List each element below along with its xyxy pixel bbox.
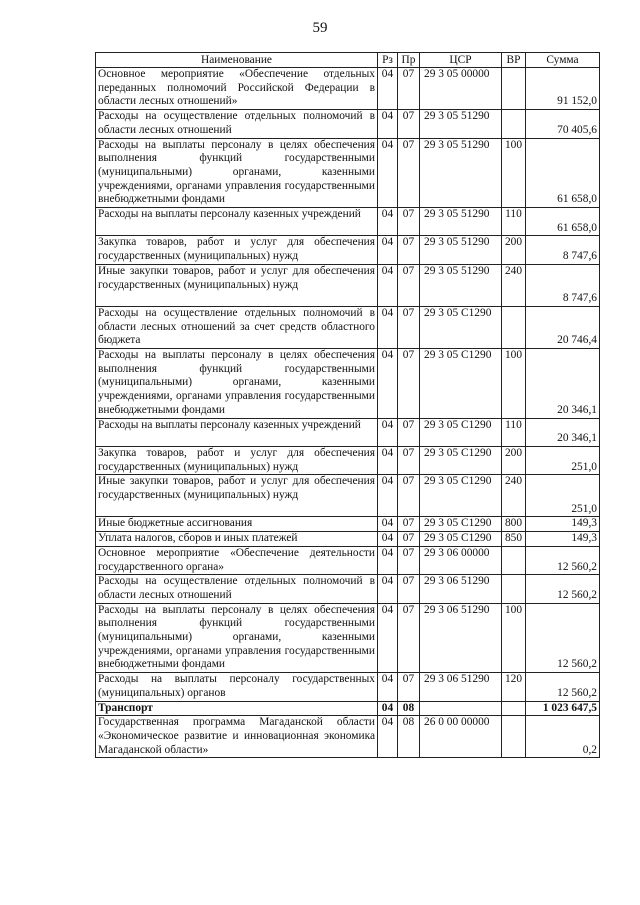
table-row xyxy=(96,532,600,547)
row-vr-cell xyxy=(502,110,526,138)
row-name-cell: Расходы на осуществление отдельных полномочий в области лесных отношений за счет средств областного бюджета xyxy=(96,306,378,348)
row-name-cell: Основное мероприятие «Обеспечение отдельных переданных полномочий Российской Федерации в области лесных отношений» xyxy=(96,68,378,110)
row-name-cell: Государственная программа Магаданской области «Экономическое развитие и инновационная экономика Магаданской области» xyxy=(96,716,378,758)
row-pr-cell: 07 xyxy=(398,575,420,603)
row-pr-cell: 07 xyxy=(398,475,420,517)
row-pr-cell: 07 xyxy=(398,517,420,532)
row-rz-cell: 04 xyxy=(378,418,398,446)
row-pr-cell: 07 xyxy=(398,418,420,446)
row-name-cell: Расходы на выплаты персоналу казенных учреждений xyxy=(96,418,378,446)
row-name-cell: Закупка товаров, работ и услуг для обеспечения государственных (муниципальных) нужд xyxy=(96,236,378,264)
row-rz-cell: 04 xyxy=(378,208,398,236)
table-row xyxy=(96,716,600,758)
table-row xyxy=(96,138,600,208)
header-csr: ЦСР xyxy=(420,53,502,68)
row-vr-cell: 110 xyxy=(502,208,526,236)
row-pr-cell: 07 xyxy=(398,236,420,264)
row-csr-cell: 29 3 06 51290 xyxy=(420,603,502,673)
row-name-cell: Уплата налогов, сборов и иных платежей xyxy=(96,532,378,547)
row-pr-cell: 07 xyxy=(398,264,420,306)
row-csr-cell: 29 3 05 51290 xyxy=(420,236,502,264)
row-pr-cell: 07 xyxy=(398,110,420,138)
row-vr-cell: 120 xyxy=(502,673,526,701)
row-csr-cell: 29 3 05 51290 xyxy=(420,138,502,208)
row-vr-cell: 800 xyxy=(502,517,526,532)
table-row xyxy=(96,546,600,574)
row-sum-cell: 20 346,1 xyxy=(526,418,600,446)
table-row xyxy=(96,418,600,446)
row-name-cell: Иные закупки товаров, работ и услуг для обеспечения государственных (муниципальных) нужд xyxy=(96,264,378,306)
row-csr-cell: 29 3 05 С1290 xyxy=(420,475,502,517)
row-vr-cell: 850 xyxy=(502,532,526,547)
row-vr-cell: 110 xyxy=(502,418,526,446)
row-name-cell: Закупка товаров, работ и услуг для обеспечения государственных (муниципальных) нужд xyxy=(96,446,378,474)
table-row xyxy=(96,475,600,517)
row-sum-cell: 12 560,2 xyxy=(526,546,600,574)
row-name-cell: Расходы на выплаты персоналу в целях обеспечения выполнения функций государственными (муниципальными) органами, казенными учреждениями, органами управления государственными внебюджетными фондами xyxy=(96,603,378,673)
row-vr-cell xyxy=(502,546,526,574)
table-row xyxy=(96,264,600,306)
row-sum-cell: 20 746,4 xyxy=(526,306,600,348)
row-sum-cell: 251,0 xyxy=(526,475,600,517)
header-name: Наименование xyxy=(96,53,378,68)
row-csr-cell: 29 3 06 51290 xyxy=(420,673,502,701)
row-vr-cell: 240 xyxy=(502,264,526,306)
row-rz-cell: 04 xyxy=(378,264,398,306)
row-name-cell: Иные закупки товаров, работ и услуг для обеспечения государственных (муниципальных) нужд xyxy=(96,475,378,517)
row-vr-cell xyxy=(502,68,526,110)
row-csr-cell: 29 3 05 С1290 xyxy=(420,517,502,532)
row-pr-cell: 07 xyxy=(398,446,420,474)
table-body xyxy=(96,68,600,758)
row-sum-cell: 0,2 xyxy=(526,716,600,758)
row-sum-cell: 12 560,2 xyxy=(526,575,600,603)
row-vr-cell xyxy=(502,701,526,716)
row-csr-cell: 29 3 06 00000 xyxy=(420,546,502,574)
row-rz-cell: 04 xyxy=(378,138,398,208)
row-vr-cell: 100 xyxy=(502,349,526,419)
row-pr-cell: 07 xyxy=(398,138,420,208)
row-pr-cell: 07 xyxy=(398,306,420,348)
row-vr-cell: 100 xyxy=(502,138,526,208)
row-pr-cell: 07 xyxy=(398,68,420,110)
table-row xyxy=(96,68,600,110)
row-csr-cell: 26 0 00 00000 xyxy=(420,716,502,758)
header-vr: ВР xyxy=(502,53,526,68)
row-sum-cell: 149,3 xyxy=(526,517,600,532)
row-rz-cell: 04 xyxy=(378,475,398,517)
row-rz-cell: 04 xyxy=(378,517,398,532)
table-row xyxy=(96,575,600,603)
row-csr-cell xyxy=(420,701,502,716)
row-rz-cell: 04 xyxy=(378,446,398,474)
header-sum: Сумма xyxy=(526,53,600,68)
row-csr-cell: 29 3 05 С1290 xyxy=(420,532,502,547)
row-sum-cell: 61 658,0 xyxy=(526,138,600,208)
table-header-row xyxy=(96,53,600,68)
row-rz-cell: 04 xyxy=(378,532,398,547)
table-row xyxy=(96,701,600,716)
row-name-cell: Расходы на осуществление отдельных полномочий в области лесных отношений xyxy=(96,575,378,603)
row-csr-cell: 29 3 06 51290 xyxy=(420,575,502,603)
row-pr-cell: 07 xyxy=(398,208,420,236)
row-sum-cell: 61 658,0 xyxy=(526,208,600,236)
budget-table xyxy=(95,52,600,758)
row-csr-cell: 29 3 05 00000 xyxy=(420,68,502,110)
table-row xyxy=(96,517,600,532)
table-row xyxy=(96,673,600,701)
row-sum-cell: 8 747,6 xyxy=(526,236,600,264)
row-sum-cell: 70 405,6 xyxy=(526,110,600,138)
table-row xyxy=(96,110,600,138)
row-vr-cell: 100 xyxy=(502,603,526,673)
header-rz: Рз xyxy=(378,53,398,68)
row-csr-cell: 29 3 05 51290 xyxy=(420,264,502,306)
row-vr-cell xyxy=(502,306,526,348)
row-name-cell: Иные бюджетные ассигнования xyxy=(96,517,378,532)
table-row xyxy=(96,208,600,236)
row-rz-cell: 04 xyxy=(378,603,398,673)
row-vr-cell: 200 xyxy=(502,236,526,264)
row-rz-cell: 04 xyxy=(378,236,398,264)
row-rz-cell: 04 xyxy=(378,546,398,574)
row-rz-cell: 04 xyxy=(378,68,398,110)
row-pr-cell: 08 xyxy=(398,716,420,758)
row-sum-cell: 12 560,2 xyxy=(526,673,600,701)
row-name-cell: Транспорт xyxy=(96,701,378,716)
row-csr-cell: 29 3 05 С1290 xyxy=(420,306,502,348)
row-csr-cell: 29 3 05 С1290 xyxy=(420,418,502,446)
row-rz-cell: 04 xyxy=(378,306,398,348)
row-sum-cell: 149,3 xyxy=(526,532,600,547)
row-vr-cell: 240 xyxy=(502,475,526,517)
row-rz-cell: 04 xyxy=(378,110,398,138)
table-row xyxy=(96,306,600,348)
row-name-cell: Расходы на выплаты персоналу казенных учреждений xyxy=(96,208,378,236)
row-rz-cell: 04 xyxy=(378,349,398,419)
row-sum-cell: 12 560,2 xyxy=(526,603,600,673)
row-csr-cell: 29 3 05 С1290 xyxy=(420,446,502,474)
row-rz-cell: 04 xyxy=(378,701,398,716)
row-vr-cell: 200 xyxy=(502,446,526,474)
table-row xyxy=(96,446,600,474)
page-number: 59 xyxy=(312,20,328,36)
row-vr-cell xyxy=(502,575,526,603)
table-row xyxy=(96,349,600,419)
row-sum-cell: 8 747,6 xyxy=(526,264,600,306)
row-vr-cell xyxy=(502,716,526,758)
row-pr-cell: 07 xyxy=(398,603,420,673)
row-rz-cell: 04 xyxy=(378,673,398,701)
row-rz-cell: 04 xyxy=(378,575,398,603)
row-csr-cell: 29 3 05 С1290 xyxy=(420,349,502,419)
row-sum-cell: 1 023 647,5 xyxy=(526,701,600,716)
row-pr-cell: 07 xyxy=(398,349,420,419)
row-csr-cell: 29 3 05 51290 xyxy=(420,110,502,138)
row-name-cell: Расходы на выплаты персоналу в целях обеспечения выполнения функций государственными (муниципальными) органами, казенными учреждениями, органами управления государственными внебюджетными фондами xyxy=(96,349,378,419)
row-name-cell: Расходы на выплаты персоналу в целях обеспечения выполнения функций государственными (муниципальными) органами, казенными учреждениями, органами управления государственными внебюджетными фондами xyxy=(96,138,378,208)
row-pr-cell: 07 xyxy=(398,673,420,701)
row-name-cell: Основное мероприятие «Обеспечение деятельности государственного органа» xyxy=(96,546,378,574)
row-pr-cell: 07 xyxy=(398,546,420,574)
row-sum-cell: 251,0 xyxy=(526,446,600,474)
header-pr: Пр xyxy=(398,53,420,68)
table-row xyxy=(96,236,600,264)
row-sum-cell: 91 152,0 xyxy=(526,68,600,110)
row-rz-cell: 04 xyxy=(378,716,398,758)
row-name-cell: Расходы на осуществление отдельных полномочий в области лесных отношений xyxy=(96,110,378,138)
row-csr-cell: 29 3 05 51290 xyxy=(420,208,502,236)
row-sum-cell: 20 346,1 xyxy=(526,349,600,419)
row-pr-cell: 07 xyxy=(398,532,420,547)
row-name-cell: Расходы на выплаты персоналу государственных (муниципальных) органов xyxy=(96,673,378,701)
row-pr-cell: 08 xyxy=(398,701,420,716)
table-row xyxy=(96,603,600,673)
